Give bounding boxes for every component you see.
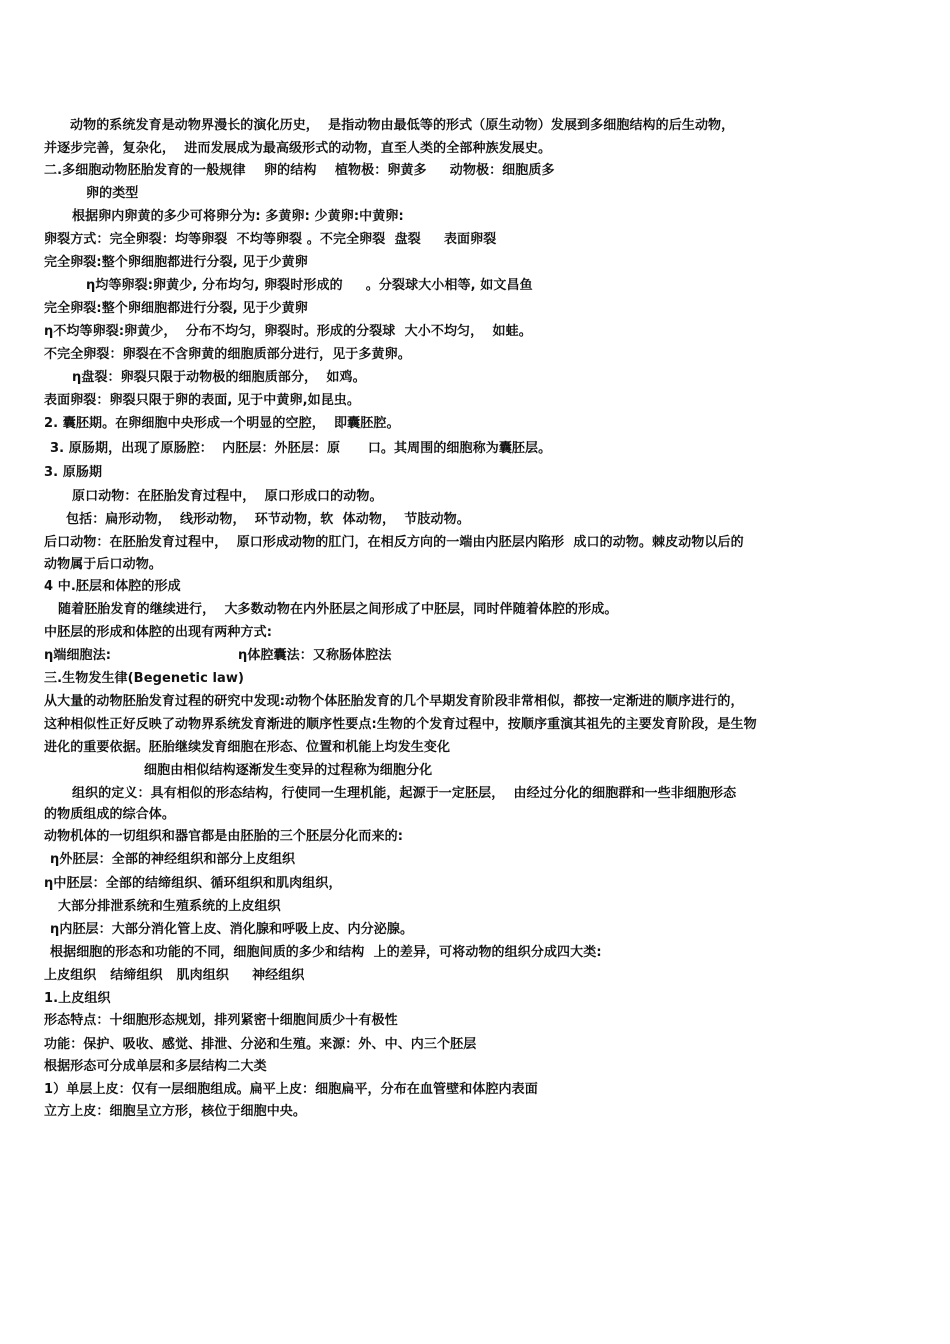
text-line: 细胞由相似结构逐渐发生变异的过程称为细胞分化 bbox=[144, 763, 433, 778]
section-heading: 3. 原肠期 bbox=[44, 465, 103, 480]
text-line: 立方上皮：细胞呈立方形，核位于细胞中央。 bbox=[44, 1104, 307, 1119]
text-line: 大部分排泄系统和生殖系统的上皮组织 bbox=[58, 899, 281, 914]
text-line: 中胚层的形成和体腔的出现有两种方式: bbox=[44, 625, 272, 640]
text-line: η中胚层：全部的结缔组织、循环组织和肌肉组织， bbox=[44, 876, 342, 891]
section-heading: 4 中.胚层和体腔的形成 bbox=[44, 579, 181, 594]
section-heading: 二.多细胞动物胚胎发育的一般规律 卵的结构 植物极：卵黄多 动物极：细胞质多 bbox=[44, 163, 555, 178]
text-line: 根据细胞的形态和功能的不同，细胞间质的多少和结构 上的差异，可将动物的组织分成四大类: bbox=[50, 945, 602, 960]
text-line: η内胚层：大部分消化管上皮、消化腺和呼吸上皮、内分泌腺。 bbox=[50, 922, 414, 937]
text-line: η盘裂：卵裂只限于动物极的细胞质部分， 如鸡。 bbox=[72, 370, 366, 385]
text-line: 根据形态可分成单层和多层结构二大类 bbox=[44, 1059, 267, 1074]
text-line: 不完全卵裂：卵裂在不含卵黄的细胞质部分进行，见于多黄卵。 bbox=[44, 347, 411, 362]
text-line: 完全卵裂:整个卵细胞都进行分裂, 见于少黄卵 bbox=[44, 255, 308, 270]
text-line: 从大量的动物胚胎发育过程的研究中发现:动物个体胚胎发育的几个早期发育阶段非常相似，都按一定渐进的顺序进行的， bbox=[44, 694, 744, 709]
text-line: 1）单层上皮：仅有一层细胞组成。扁平上皮：细胞扁平，分布在血管壁和体腔内表面 bbox=[44, 1082, 538, 1097]
text-line: 表面卵裂：卵裂只限于卵的表面, 见于中黄卵,如昆虫。 bbox=[44, 393, 361, 408]
text-line: 的物质组成的综合体。 bbox=[44, 807, 176, 822]
text-line: 卵的类型 bbox=[86, 186, 139, 201]
text-line: η端细胞法: bbox=[44, 648, 112, 663]
text-line: 原口动物：在胚胎发育过程中， 原口形成口的动物。 bbox=[72, 489, 383, 504]
text-line: η外胚层：全部的神经组织和部分上皮组织 bbox=[50, 852, 296, 867]
text-line: 组织的定义：具有相似的形态结构，行使同一生理机能，起源于一定胚层， 由经过分化的细胞群和一些非细胞形态 bbox=[72, 786, 737, 801]
text-line: 卵裂方式：完全卵裂：均等卵裂 不均等卵裂 。不完全卵裂 盘裂 表面卵裂 bbox=[44, 232, 497, 247]
text-line: η均等卵裂:卵黄少, 分布均匀, 卵裂时形成的 。分裂球大小相等, 如文昌鱼 bbox=[86, 278, 533, 293]
text-line: 进化的重要依据。胚胎继续发育细胞在形态、位置和机能上均发生变化 bbox=[44, 740, 451, 755]
text-line: 动物的系统发育是动物界漫长的演化历史， 是指动物由最低等的形式（原生动物）发展到多细胞结构的后生动物， bbox=[70, 118, 735, 133]
text-line: 功能：保护、吸收、感觉、排泄、分泌和生殖。来源：外、中、内三个胚层 bbox=[44, 1037, 477, 1052]
text-line: 形态特点：〸细胞形态规划，排列紧密〸细胞间质少〸有极性 bbox=[44, 1013, 398, 1028]
text-line: 后口动物：在胚胎发育过程中， 原口形成动物的肛门，在相反方向的一端由内胚层内陷形 成口的动物。棘皮动物以后的 bbox=[44, 535, 744, 550]
text-line: 包括：扁形动物， 线形动物， 环节动物，软 体动物， 节肢动物。 bbox=[66, 512, 470, 527]
text-line: 并逐步完善，复杂化， 进而发展成为最高级形式的动物，直至人类的全部种族发展史。 bbox=[44, 141, 552, 156]
text-line: 2. 囊胚期。在卵细胞中央形成一个明显的空腔， 即囊胚腔。 bbox=[44, 416, 400, 431]
text-line: 上皮组织 结缔组织 肌肉组织 神经组织 bbox=[44, 968, 305, 983]
text-line: 这种相似性正好反映了动物界系统发育渐进的顺序性要点:生物的个发育过程中，按顺序重演其祖先的主要发育阶段，是生物 bbox=[44, 717, 757, 732]
text-line: 动物机体的一切组织和器官都是由胚胎的三个胚层分化而来的: bbox=[44, 829, 403, 844]
section-heading: 1.上皮组织 bbox=[44, 991, 111, 1006]
text-line: 动物属于后口动物。 bbox=[44, 557, 162, 572]
text-line: η不均等卵裂:卵黄少， 分布不均匀，卵裂时。形成的分裂球 大小不均匀， 如蛙。 bbox=[44, 324, 532, 339]
text-line: 3. 原肠期，出现了原肠腔： 内胚层：外胚层：原 口。其周围的细胞称为囊胚层。 bbox=[50, 441, 552, 456]
text-line: 根据卵内卵黄的多少可将卵分为: 多黄卵: 少黄卵:中黄卵: bbox=[72, 209, 404, 224]
text-line: η体腔囊法：又称肠体腔法 bbox=[238, 648, 392, 663]
text-line: 完全卵裂:整个卵细胞都进行分裂, 见于少黄卵 bbox=[44, 301, 308, 316]
section-heading: 三.生物发生律(Begenetic law) bbox=[44, 671, 245, 686]
text-line: 随着胚胎发育的继续进行， 大多数动物在内外胚层之间形成了中胚层，同时伴随着体腔的形成。 bbox=[58, 602, 618, 617]
